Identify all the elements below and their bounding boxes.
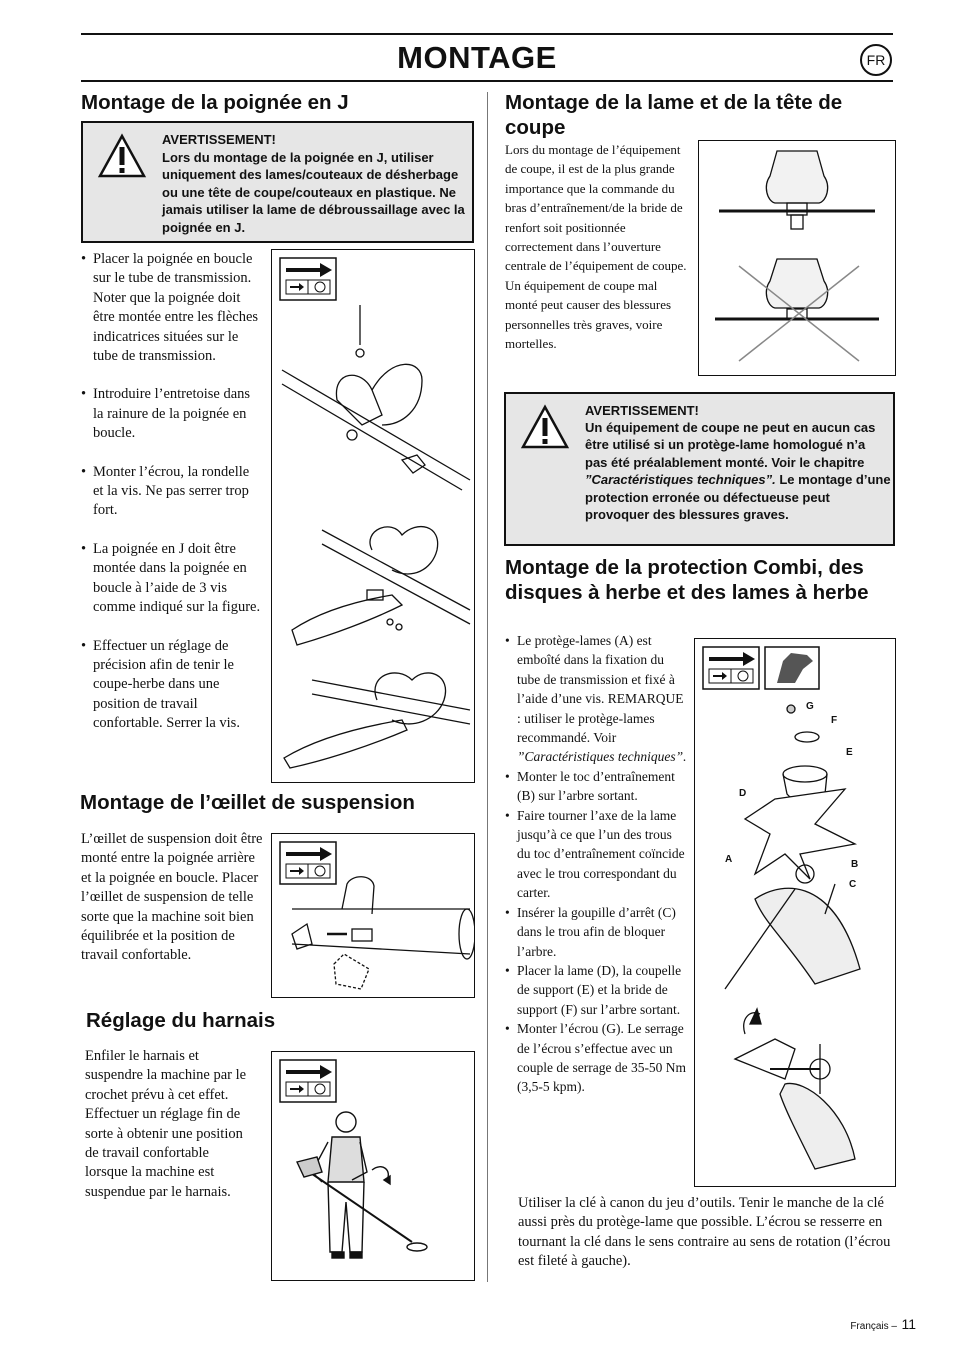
label-a: A	[725, 854, 733, 865]
j-handle-steps	[81, 250, 263, 734]
blade-heading: Montage de la lame et de la tête de coupe	[505, 91, 843, 139]
warning-title: AVERTISSEMENT!	[162, 132, 276, 147]
label-b: B	[851, 859, 859, 870]
warning-triangle-icon	[97, 133, 147, 179]
label-f: F	[831, 715, 838, 726]
glove-icon	[765, 647, 819, 689]
list-item: • Le protège-lames (A) est emboîté dans la fixation du tube de transmission et fixé à l’aide d’une vis. REMARQUE : utiliser le protège-lames recommandé. Voir ”Caractéristiques techniques”.	[505, 631, 688, 767]
list-item: • Placer la lame (D), la coupelle de support (E) et la bride de support (F) sur l’arbre sortant.	[505, 961, 688, 1019]
combi-closing-text: Utiliser la clé à canon du jeu d’outils. Tenir le manche de la clé aussi près du protège-lame que possible. L’écrou se resserre en tournant la clé dans le sens contraire au sens de rotation (l’écrou est fileté à gauche).	[518, 1195, 891, 1270]
blade-head-figure	[698, 140, 896, 376]
j-handle-warning	[81, 121, 474, 243]
list-item: • La poignée en J doit être montée dans la poignée en boucle à l’aide de 3 vis comme indiqué sur la figure.	[81, 540, 263, 618]
blade-text: Lors du montage de l’équipement de coupe, il est de la plus grande importance que la commande du bras d’entraînement/de la bride de renfort soit positionnée correctement dans l’ouverture centrale de l’équipement de coupe. Un équipement de coupe mal monté peut causer des blessures personnelles très graves, voire mortelles.	[505, 142, 687, 352]
label-d: D	[739, 788, 747, 799]
harness-figure	[271, 1051, 475, 1281]
combi-figure	[694, 638, 896, 1187]
language-badge: FR	[860, 44, 892, 76]
arrow-indicator-icon	[280, 258, 336, 300]
label-c: C	[849, 879, 857, 890]
blade-warning	[504, 392, 895, 546]
list-item: • Monter l’écrou, la rondelle et la vis. Ne pas serrer trop fort.	[81, 463, 263, 521]
page-footer	[850, 1316, 916, 1334]
top-rule	[81, 33, 893, 35]
operator-illustration	[297, 1112, 427, 1258]
column-divider	[487, 92, 488, 1282]
warning-reference: ”Caractéristiques techniques”.	[585, 472, 776, 488]
list-item: • Introduire l’entretoise dans la rainure de la poignée en boucle.	[81, 385, 263, 443]
j-handle-figure	[271, 249, 475, 783]
j-handle-heading: Montage de la poignée en J	[81, 91, 349, 114]
warning-title: AVERTISSEMENT!	[585, 403, 699, 418]
combi-heading: Montage de la protection Combi, des disques à herbe et des lames à herbe	[505, 556, 869, 604]
page-title: MONTAGE	[397, 40, 557, 75]
list-item: • Monter le toc d’entraînement (B) sur l’arbre sortant.	[505, 767, 688, 806]
page-number: 11	[901, 1316, 916, 1332]
eyelet-text: L’œillet de suspension doit être monté entre la poignée arrière et la poignée en boucle. Placer l’œillet de suspension de telle sorte que la machine soit bien équilibrée et la position de travail confortable.	[81, 831, 263, 964]
footer-language: Français –	[850, 1321, 897, 1332]
arrow-indicator-icon	[280, 1060, 336, 1102]
harness-heading: Réglage du harnais	[86, 1009, 276, 1032]
list-item: • Effectuer un réglage de précision afin de tenir le coupe-herbe dans une position de travail confortable. Serrer la vis.	[81, 637, 263, 734]
warning-text: Un équipement de coupe ne peut en aucun cas être utilisé si un protège-lame homologué n’a pas été préalablement monté. Voir le chapitre ”Caractéristiques techniques”. Le montage d’une protection erronée ou défectueuse peut provoquer des blessures graves.	[585, 420, 891, 523]
eyelet-heading: Montage de l’œillet de suspension	[80, 791, 415, 814]
arrow-indicator-icon	[703, 647, 759, 689]
arrow-indicator-icon	[280, 842, 336, 884]
list-item: • Monter l’écrou (G). Le serrage de l’écrou s’effectue avec un couple de serrage de 35-50 Nm (3,5-5 kpm).	[505, 1019, 688, 1097]
title-underline	[81, 80, 893, 82]
label-e: E	[846, 747, 853, 758]
list-item: • Insérer la goupille d’arrêt (C) dans le trou afin de bloquer l’arbre.	[505, 903, 688, 961]
harness-text: Enfiler le harnais et suspendre la machine par le crochet prévu à cet effet. Effectuer un réglage fin de sorte à obtenir une position de travail confortable lorsque la machine est suspendue par le harnais.	[85, 1048, 247, 1200]
list-item: • Faire tourner l’axe de la lame jusqu’à ce que l’un des trous du toc d’entraînement coïncide avec le trou correspondant du carter.	[505, 806, 688, 903]
eyelet-figure	[271, 833, 475, 998]
reference: ”Caractéristiques techniques”.	[517, 749, 687, 765]
combi-steps	[505, 631, 688, 1097]
list-item: • Placer la poignée en boucle sur le tube de transmission. Noter que la poignée doit être montée entre les flèches indicatrices situées sur le tube de transmission.	[81, 250, 263, 366]
warning-triangle-icon	[520, 404, 570, 450]
label-g: G	[806, 701, 814, 712]
warning-text: Lors du montage de la poignée en J, utiliser uniquement des lames/couteaux de désherbage ou une tête de coupe/couteaux en plastique. Ne jamais utiliser la lame de débroussaillage avec la poignée en J.	[162, 150, 465, 235]
